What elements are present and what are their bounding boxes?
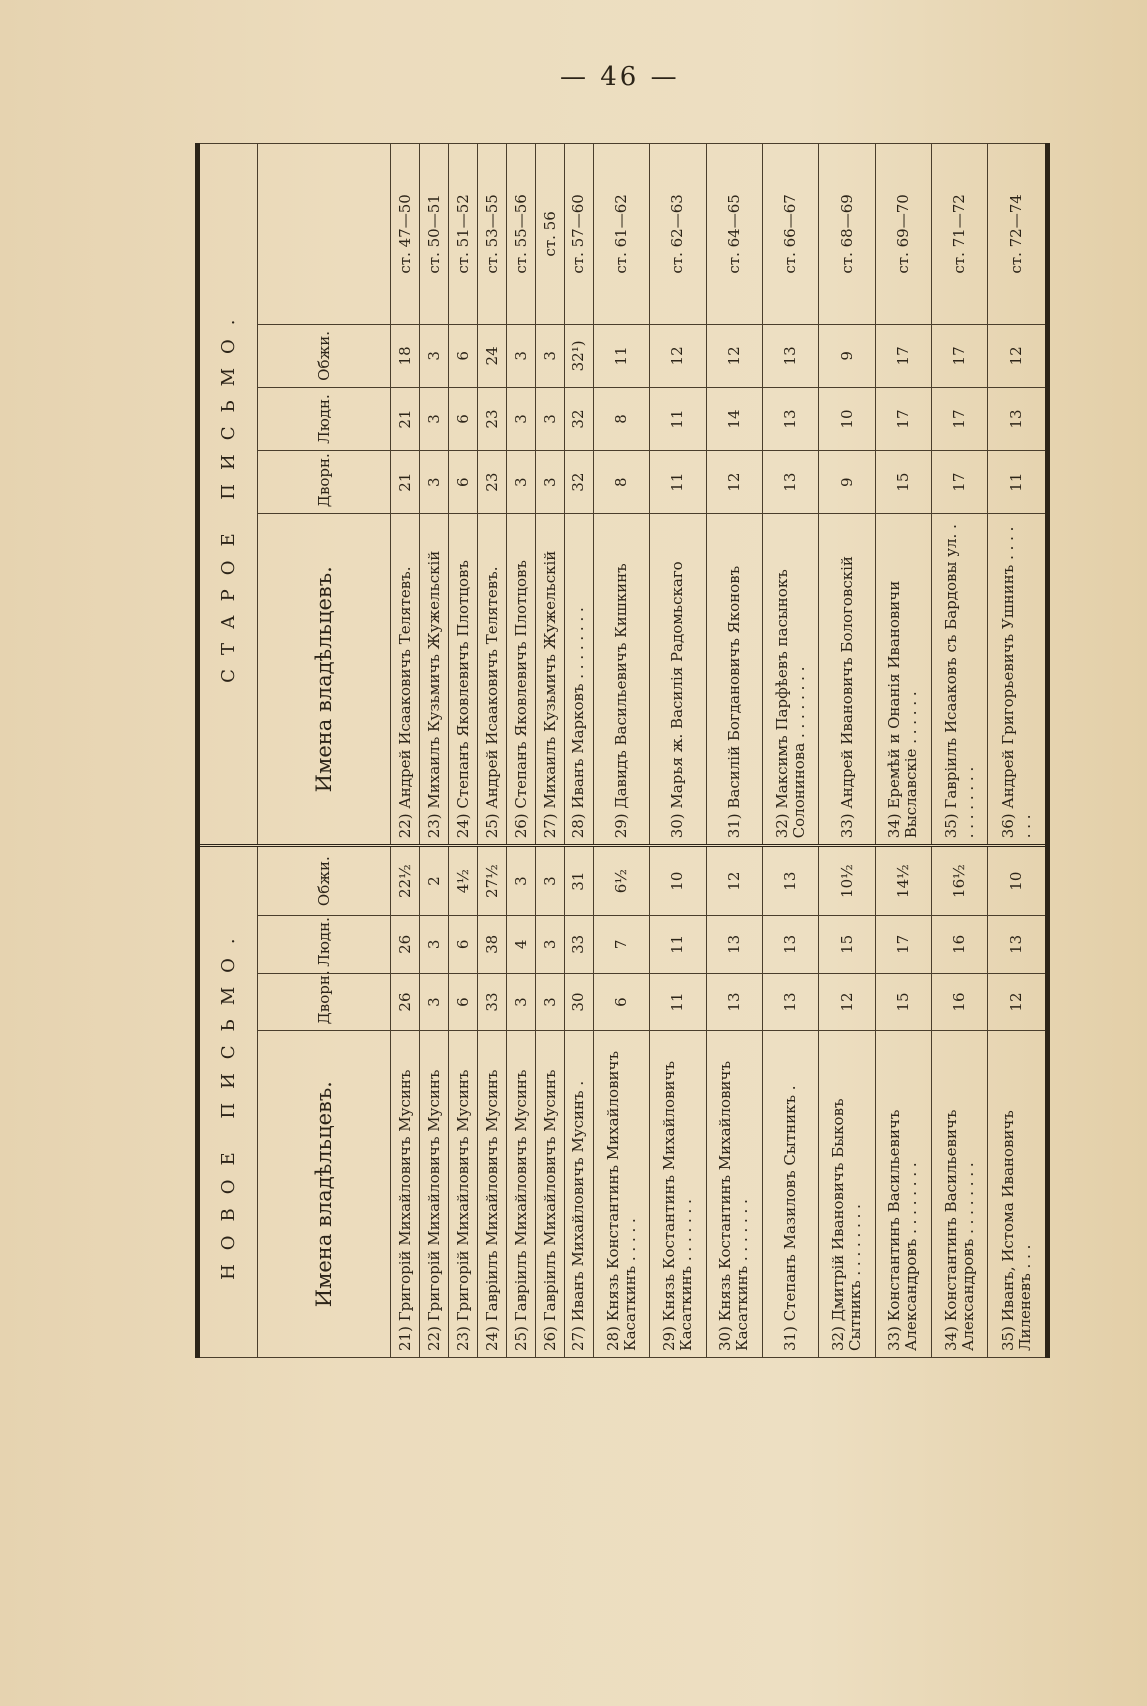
dvor-count-new: 12 [819,973,875,1031]
dvor-count-old: 8 [593,451,649,514]
owners-table [195,143,1050,1358]
owner-name-new: 33) Константинъ Васильевичъ Александровъ . . . . . . . . [875,1031,931,1358]
dvor-count-old: 32 [564,451,593,514]
page-reference: ст. 66—67 [762,144,818,325]
lyud-count-new: 11 [650,915,706,973]
dvor-count-new: 33 [478,973,507,1031]
dvor-count-new: 30 [564,973,593,1031]
obzh-count-old: 13 [762,324,818,387]
obzh-count-old: 32¹) [564,324,593,387]
obzh-count-new: 10 [988,846,1048,916]
owner-name-new: 21) Григорій Михайловичъ Мусинъ [391,1031,420,1358]
column-header-reference [257,144,391,325]
owner-name-new: 34) Константинъ Васильевичъ Александровъ . . . . . . . . [932,1031,988,1358]
obzh-count-new: 2 [420,846,449,916]
lyud-count-new: 4 [507,915,536,973]
table-row [564,144,593,1358]
lyud-count-new: 13 [762,915,818,973]
dvor-count-old: 23 [478,451,507,514]
dvor-count-old: 11 [650,451,706,514]
owner-name-new: 35) Иванъ, Истома Ивановичъ Лиленевъ . . . [988,1031,1048,1358]
page-reference: ст. 69—70 [875,144,931,325]
column-header-dvor-new: Дворн. [257,973,391,1031]
dvor-count-new: 3 [536,973,565,1031]
page-reference: ст. 55—56 [507,144,536,325]
column-header-obzh-old: Обжи. [257,324,391,387]
dvor-count-new: 6 [593,973,649,1031]
obzh-count-old: 24 [478,324,507,387]
page-reference: ст. 68—69 [819,144,875,325]
obzh-count-new: 22½ [391,846,420,916]
table-row [650,144,706,1358]
page-reference: ст. 72—74 [988,144,1048,325]
table-row [536,144,565,1358]
table-row [449,144,478,1358]
dvor-count-new: 13 [706,973,762,1031]
owner-name-new: 30) Князь Костантинъ Михайловичъ Касаткинъ . . . . . . . [706,1031,762,1358]
table-row [507,144,536,1358]
lyud-count-old: 3 [420,387,449,450]
obzh-count-old: 12 [706,324,762,387]
table-row [988,144,1048,1358]
dvor-count-new: 3 [420,973,449,1031]
page-reference: ст. 50—51 [420,144,449,325]
dvor-count-old: 15 [875,451,931,514]
dvor-count-old: 21 [391,451,420,514]
lyud-count-new: 26 [391,915,420,973]
obzh-count-new: 13 [762,846,818,916]
lyud-count-new: 3 [536,915,565,973]
lyud-count-new: 13 [706,915,762,973]
dvor-count-new: 6 [449,973,478,1031]
owner-name-new: 29) Князь Костантинъ Михайловичъ Касаткинъ . . . . . . . [650,1031,706,1358]
dvor-count-new: 11 [650,973,706,1031]
lyud-count-new: 13 [988,915,1048,973]
column-header-lyud-old: Людн. [257,387,391,450]
lyud-count-old: 11 [650,387,706,450]
lyud-count-old: 13 [988,387,1048,450]
owner-name-new: 28) Князь Константинъ Михайловичъ Касаткинъ . . . . . [593,1031,649,1358]
page-reference: ст. 47—50 [391,144,420,325]
obzh-count-new: 31 [564,846,593,916]
lyud-count-new: 7 [593,915,649,973]
obzh-count-new: 10½ [819,846,875,916]
obzh-count-old: 17 [875,324,931,387]
obzh-count-old: 3 [536,324,565,387]
lyud-count-old: 32 [564,387,593,450]
obzh-count-new: 16½ [932,846,988,916]
owner-name-old: 22) Андрей Исааковичъ Телятевъ. [391,514,420,846]
rotated-table-frame [195,143,1050,1358]
dvor-count-old: 9 [819,451,875,514]
lyud-count-old: 21 [391,387,420,450]
dvor-count-old: 11 [988,451,1048,514]
table-row [478,144,507,1358]
column-header-lyud-new: Людн. [257,915,391,973]
owner-name-old: 34) Еремѣй и Онанія Ивановичи Выславскіе . . . . . . [875,514,931,846]
obzh-count-old: 3 [507,324,536,387]
owner-name-old: 35) Гавріилъ Исааковъ съ Бардовы ул. . . . . . . . . . [932,514,988,846]
lyud-count-old: 6 [449,387,478,450]
obzh-count-new: 3 [536,846,565,916]
obzh-count-new: 14½ [875,846,931,916]
table-row [762,144,818,1358]
table-row [706,144,762,1358]
lyud-count-old: 3 [536,387,565,450]
owner-name-old: 23) Михаилъ Кузьмичъ Жужельскій [420,514,449,846]
obzh-count-new: 4½ [449,846,478,916]
table-row [819,144,875,1358]
owner-name-old: 36) Андрей Григорьевичъ Ушнинъ . . . . . . . [988,514,1048,846]
dvor-count-old: 3 [507,451,536,514]
owner-name-old: 29) Давидъ Васильевичъ Кишкинъ [593,514,649,846]
dvor-count-old: 17 [932,451,988,514]
lyud-count-new: 3 [420,915,449,973]
dvor-count-old: 13 [762,451,818,514]
obzh-count-old: 12 [988,324,1048,387]
dvor-count-new: 15 [875,973,931,1031]
owner-name-old: 31) Василій Богдановичъ Яконовъ [706,514,762,846]
owner-name-old: 27) Михаилъ Кузьмичъ Жужельскій [536,514,565,846]
group-header-new: НОВОЕ ПИСЬМО. [198,846,258,1358]
dvor-count-old: 3 [420,451,449,514]
lyud-count-new: 38 [478,915,507,973]
group-header-old: СТАРОЕ ПИСЬМО. [198,144,258,846]
owner-name-old: 28) Иванъ Марковъ . . . . . . . . [564,514,593,846]
table-row [932,144,988,1358]
page-reference: ст. 51—52 [449,144,478,325]
dvor-count-new: 3 [507,973,536,1031]
owner-name-old: 25) Андрей Исааковичъ Телятевъ. [478,514,507,846]
page-number: — 46 — [560,62,680,92]
obzh-count-old: 18 [391,324,420,387]
dvor-count-new: 12 [988,973,1048,1031]
table-row [420,144,449,1358]
lyud-count-new: 15 [819,915,875,973]
obzh-count-new: 12 [706,846,762,916]
lyud-count-old: 23 [478,387,507,450]
page-reference: ст. 62—63 [650,144,706,325]
owner-name-new: 22) Григорій Михайловичъ Мусинъ [420,1031,449,1358]
page-reference: ст. 53—55 [478,144,507,325]
owner-name-new: 25) Гавріилъ Михайловичъ Мусинъ [507,1031,536,1358]
lyud-count-new: 6 [449,915,478,973]
lyud-count-old: 10 [819,387,875,450]
obzh-count-old: 17 [932,324,988,387]
obzh-count-old: 6 [449,324,478,387]
obzh-count-new: 6½ [593,846,649,916]
owner-name-new: 27) Иванъ Михайловичъ Мусинъ . [564,1031,593,1358]
dvor-count-old: 12 [706,451,762,514]
owner-name-old: 24) Степанъ Яковлевичъ Плотцовъ [449,514,478,846]
lyud-count-old: 14 [706,387,762,450]
table-row [391,144,420,1358]
owner-name-old: 32) Максимъ Парфѣевъ пасынокъ Солонинова . . . . . . . . [762,514,818,846]
column-header-names-new: Имена владѣльцевъ. [257,1031,391,1358]
obzh-count-new: 3 [507,846,536,916]
owner-name-old: 26) Степанъ Яковлевичъ Плотцовъ [507,514,536,846]
dvor-count-old: 3 [536,451,565,514]
owner-name-old: 30) Марья ж. Василія Радомьскаго [650,514,706,846]
lyud-count-old: 17 [932,387,988,450]
page-reference: ст. 64—65 [706,144,762,325]
obzh-count-new: 10 [650,846,706,916]
lyud-count-old: 3 [507,387,536,450]
lyud-count-old: 13 [762,387,818,450]
page-reference: ст. 71—72 [932,144,988,325]
owner-name-new: 24) Гавріилъ Михайловичъ Мусинъ [478,1031,507,1358]
column-header-obzh-new: Обжи. [257,846,391,916]
page-reference: ст. 57—60 [564,144,593,325]
dvor-count-old: 6 [449,451,478,514]
lyud-count-new: 17 [875,915,931,973]
dvor-count-new: 13 [762,973,818,1031]
obzh-count-new: 27½ [478,846,507,916]
lyud-count-old: 8 [593,387,649,450]
obzh-count-old: 11 [593,324,649,387]
lyud-count-new: 33 [564,915,593,973]
table-row [593,144,649,1358]
dvor-count-new: 26 [391,973,420,1031]
dvor-count-new: 16 [932,973,988,1031]
page-reference: ст. 56 [536,144,565,325]
owner-name-new: 23) Григорій Михайловичъ Мусинъ [449,1031,478,1358]
column-header-dvor-old: Дворн. [257,451,391,514]
table-row [875,144,931,1358]
owner-name-new: 31) Степанъ Мазиловъ Сытникъ . [762,1031,818,1358]
lyud-count-old: 17 [875,387,931,450]
obzh-count-old: 9 [819,324,875,387]
lyud-count-new: 16 [932,915,988,973]
column-header-names-old: Имена владѣльцевъ. [257,514,391,846]
page-reference: ст. 61—62 [593,144,649,325]
owner-name-new: 26) Гавріилъ Михайловичъ Мусинъ [536,1031,565,1358]
obzh-count-old: 12 [650,324,706,387]
owner-name-old: 33) Андрей Ивановичъ Бологовскій [819,514,875,846]
obzh-count-old: 3 [420,324,449,387]
owner-name-new: 32) Дмитрій Ивановичъ Быковъ Сытникъ . . . . . . . . [819,1031,875,1358]
